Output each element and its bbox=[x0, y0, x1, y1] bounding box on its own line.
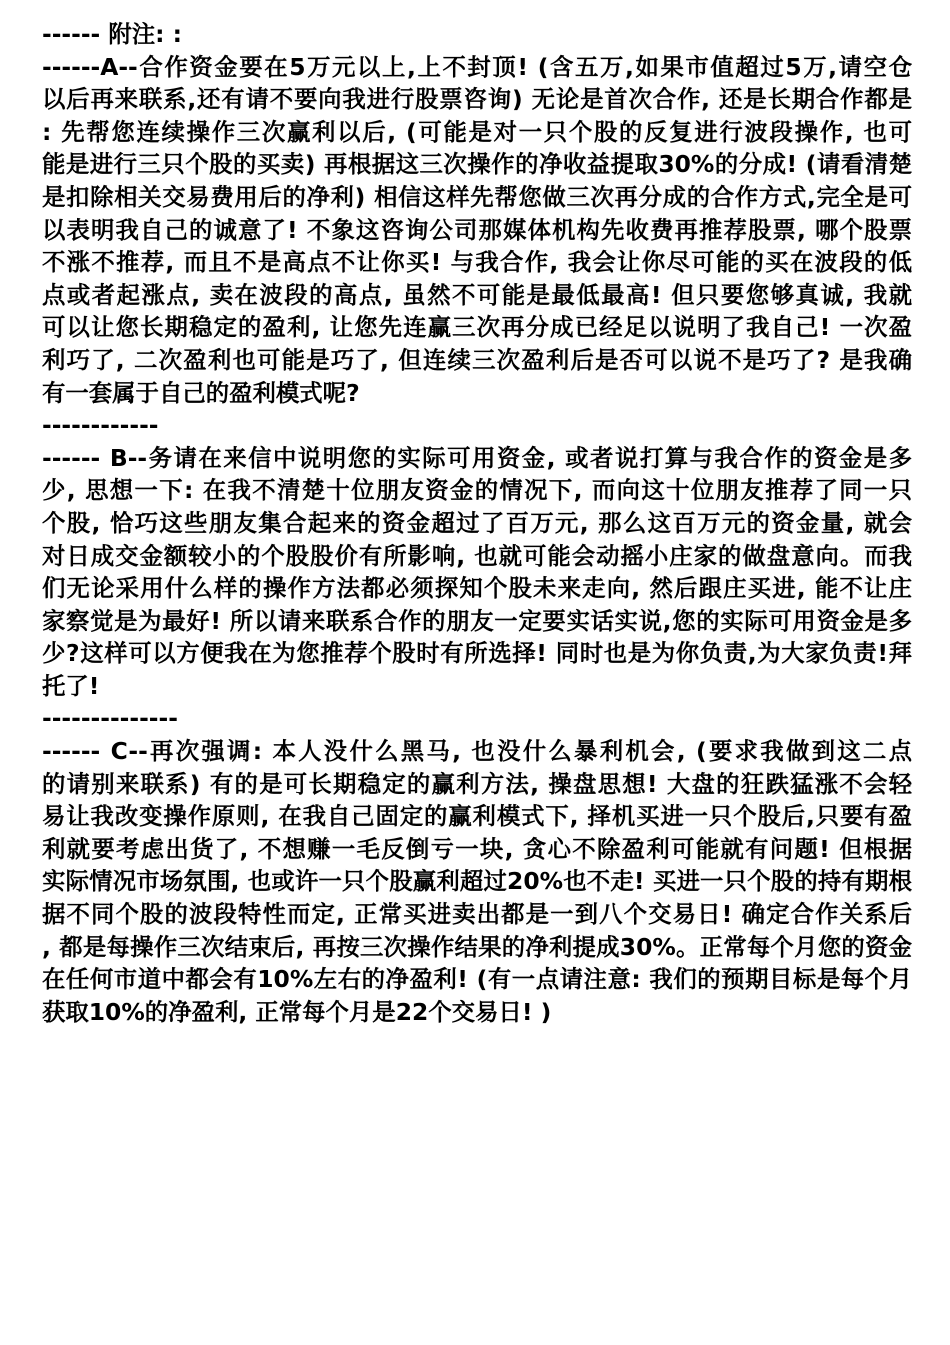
section-b-line: 托了! bbox=[42, 671, 100, 700]
section-a-line: 是扣除相关交易费用后的净利) 相信这样先帮您做三次再分成的合作方式,完全是可 bbox=[42, 182, 912, 211]
section-b-line: 对日成交金额较小的个股股价有所影响, 也就可能会动摇小庄家的做盘意向。而我 bbox=[42, 541, 912, 570]
section-a-line: 利巧了, 二次盈利也可能是巧了, 但连续三次盈利后是否可以说不是巧了? 是我确 bbox=[42, 345, 912, 374]
section-c-line: ------ C--再次强调: 本人没什么黑马, 也没什么暴利机会, (要求我做到这二点 bbox=[42, 737, 912, 766]
section-a-line: 点或者起涨点, 卖在波段的高点, 虽然不可能是最低最高! 但只要您够真诚, 我就 bbox=[42, 280, 912, 309]
section-c-line: 实际情况市场氛围, 也或许一只个股赢利超过20%也不走! 买进一只个股的持有期根 bbox=[42, 867, 912, 896]
document-header: ------ 附注: : bbox=[42, 20, 183, 48]
section-b-separator: -------------- bbox=[42, 704, 178, 733]
section-b bbox=[42, 442, 912, 735]
section-c bbox=[42, 735, 912, 1028]
section-c-line: 的请别来联系) 有的是可长期稳定的赢利方法, 操盘思想! 大盘的狂跌猛涨不会轻 bbox=[42, 769, 912, 798]
section-c-line: , 都是每操作三次结束后, 再按三次操作结果的净利提成30%。正常每个月您的资金 bbox=[42, 932, 912, 961]
section-a-line: 有一套属于自己的盈利模式呢? bbox=[42, 378, 360, 407]
section-a-line: ------A--合作资金要在5万元以上,上不封顶! (含五万,如果市值超过5万,请空仓 bbox=[42, 52, 912, 81]
section-b-line: ------ B--务请在来信中说明您的实际可用资金, 或者说打算与我合作的资金是多 bbox=[42, 443, 912, 472]
section-b-line: 们无论采用什么样的操作方法都必须探知个股未来走向, 然后跟庄买进, 能不让庄 bbox=[42, 574, 912, 603]
section-a-line: 能是进行三只个股的买卖) 再根据这三次操作的净收益提取30%的分成! (请看清楚 bbox=[42, 150, 912, 179]
section-a-line: 不涨不推荐, 而且不是高点不让你买! 与我合作, 我会让你尽可能的买在波段的低 bbox=[42, 248, 912, 277]
section-a-line: : 先帮您连续操作三次赢利以后, (可能是对一只个股的反复进行波段操作, 也可 bbox=[42, 117, 912, 146]
section-b-line: 少, 思想一下: 在我不清楚十位朋友资金的情况下, 而向这十位朋友推荐了同一只 bbox=[42, 476, 912, 505]
section-a-separator: ------------ bbox=[42, 411, 159, 440]
section-a-line: 可以让您长期稳定的盈利, 让您先连赢三次再分成已经足以说明了我自己! 一次盈 bbox=[42, 313, 912, 342]
section-b-line: 少?这样可以方便我在为您推荐个股时有所选择! 同时也是为你负责,为大家负责!拜 bbox=[42, 639, 912, 668]
section-c-line: 获取10%的净盈利, 正常每个月是22个交易日! ) bbox=[42, 997, 552, 1026]
section-b-line: 家察觉是为最好! 所以请来联系合作的朋友一定要实话实说,您的实际可用资金是多 bbox=[42, 606, 912, 635]
section-a-line: 以表明我自己的诚意了! 不象这咨询公司那媒体机构先收费再推荐股票, 哪个股票 bbox=[42, 215, 912, 244]
section-c-line: 在任何市道中都会有10%左右的净盈利! (有一点请注意: 我们的预期目标是每个月 bbox=[42, 965, 912, 994]
section-b-line: 个股, 恰巧这些朋友集合起来的资金超过了百万元, 那么这百万元的资金量, 就会 bbox=[42, 508, 912, 537]
section-c-line: 据不同个股的波段特性而定, 正常买进卖出都是一到八个交易日! 确定合作关系后 bbox=[42, 900, 912, 929]
section-a-line: 以后再来联系,还有请不要向我进行股票咨询) 无论是首次合作, 还是长期合作都是 bbox=[42, 85, 912, 114]
section-a bbox=[42, 51, 912, 442]
document-page bbox=[42, 18, 912, 1028]
section-c-line: 利就要考虑出货了, 不想赚一毛反倒亏一块, 贪心不除盈利可能就有问题! 但根据 bbox=[42, 834, 912, 863]
section-c-line: 易让我改变操作原则, 在我自己固定的赢利模式下, 择机买进一只个股后,只要有盈 bbox=[42, 802, 912, 831]
